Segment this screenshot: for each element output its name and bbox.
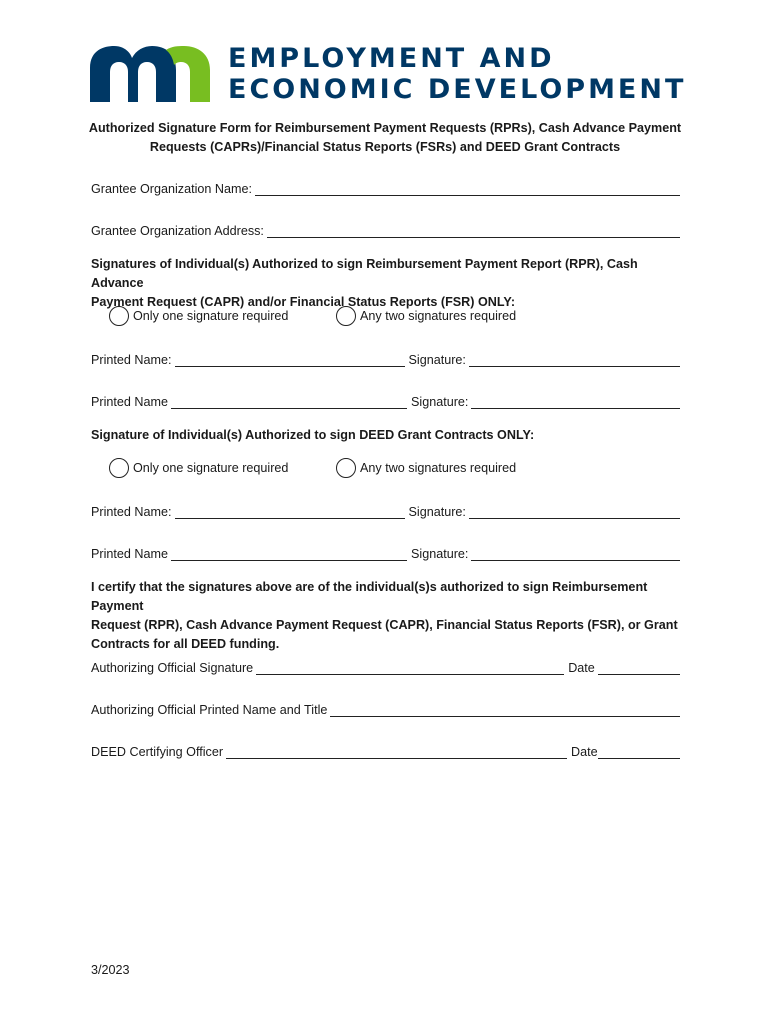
grantee-name-label: Grantee Organization Name:	[91, 182, 253, 196]
section2-option-one-label: Only one signature required	[133, 461, 289, 475]
signature-label: Signature:	[408, 505, 466, 519]
official-name-title-field[interactable]	[330, 704, 680, 717]
official-signature-field[interactable]	[256, 662, 564, 675]
section2-option-two-label: Any two signatures required	[360, 461, 517, 475]
section1-heading	[91, 255, 691, 312]
section1-heading-line2: Payment Request (CAPR) and/or Financial Status Reports (FSR) ONLY:	[91, 295, 516, 309]
radio-circle-icon[interactable]	[109, 458, 129, 478]
agency-name	[228, 43, 686, 105]
section1-option-one-label: Only one signature required	[133, 309, 289, 323]
printed-name-field[interactable]	[171, 396, 407, 409]
radio-circle-icon[interactable]	[109, 306, 129, 326]
revision-date: 3/2023	[91, 963, 130, 977]
signature-field[interactable]	[471, 396, 680, 409]
signature-label: Signature:	[411, 395, 469, 409]
agency-name-line1: EMPLOYMENT AND	[228, 43, 555, 74]
section2-signer-row-2	[91, 545, 680, 561]
signature-label: Signature:	[408, 353, 466, 367]
grantee-name-row	[91, 180, 680, 196]
radio-circle-icon[interactable]	[336, 458, 356, 478]
section1-signer-row-1	[91, 351, 680, 367]
printed-name-label: Printed Name	[91, 395, 168, 409]
official-signature-label: Authorizing Official Signature	[91, 661, 254, 675]
signature-label: Signature:	[411, 547, 469, 561]
grantee-address-label: Grantee Organization Address:	[91, 224, 264, 238]
printed-name-label: Printed Name:	[91, 353, 172, 367]
certification-statement	[91, 578, 691, 654]
certifying-officer-row	[91, 743, 680, 759]
section1-option-two-label: Any two signatures required	[360, 309, 517, 323]
section1-option-one[interactable]	[109, 306, 288, 326]
grantee-address-row	[91, 222, 680, 238]
printed-name-field[interactable]	[175, 354, 405, 367]
section2-heading: Signature of Individual(s) Authorized to sign DEED Grant Contracts ONLY:	[91, 428, 535, 442]
printed-name-label: Printed Name:	[91, 505, 172, 519]
certification-line3: Contracts for all DEED funding.	[91, 637, 280, 651]
date-field[interactable]	[598, 746, 680, 759]
grantee-address-field[interactable]	[267, 225, 680, 238]
agency-name-line2: ECONOMIC DEVELOPMENT	[228, 74, 687, 105]
certification-line2: Request (RPR), Cash Advance Payment Request (CAPR), Financial Status Reports (FSR), or Grant	[91, 618, 678, 632]
certification-line1: I certify that the signatures above are of the individual(s)s authorized to sign Reimbursement Payment	[91, 580, 648, 613]
section1-heading-line1: Signatures of Individual(s) Authorized to sign Reimbursement Payment Report (RPR), Cash Advance	[91, 257, 638, 290]
radio-circle-icon[interactable]	[336, 306, 356, 326]
form-title	[80, 119, 690, 157]
official-name-title-row	[91, 701, 680, 717]
section2-option-two[interactable]	[336, 458, 516, 478]
date-label: Date	[568, 661, 595, 675]
certifying-officer-field[interactable]	[226, 746, 567, 759]
form-title-line1: Authorized Signature Form for Reimbursement Payment Requests (RPRs), Cash Advance Payment	[88, 121, 682, 135]
section1-option-two[interactable]	[336, 306, 516, 326]
signature-field[interactable]	[469, 506, 680, 519]
section2-option-one[interactable]	[109, 458, 288, 478]
signature-field[interactable]	[469, 354, 680, 367]
date-label: Date	[571, 745, 598, 759]
printed-name-field[interactable]	[171, 548, 407, 561]
date-field[interactable]	[598, 662, 680, 675]
mn-logo-icon	[90, 44, 212, 104]
printed-name-label: Printed Name	[91, 547, 168, 561]
grantee-name-field[interactable]	[255, 183, 680, 196]
signature-field[interactable]	[471, 548, 680, 561]
official-signature-row	[91, 659, 680, 675]
section1-signer-row-2	[91, 393, 680, 409]
printed-name-field[interactable]	[175, 506, 405, 519]
certifying-officer-label: DEED Certifying Officer	[91, 745, 224, 759]
official-name-title-label: Authorizing Official Printed Name and Title	[91, 703, 328, 717]
form-title-line2: Requests (CAPRs)/Financial Status Reports (FSRs) and DEED Grant Contracts	[149, 140, 621, 154]
section2-signer-row-1	[91, 503, 680, 519]
